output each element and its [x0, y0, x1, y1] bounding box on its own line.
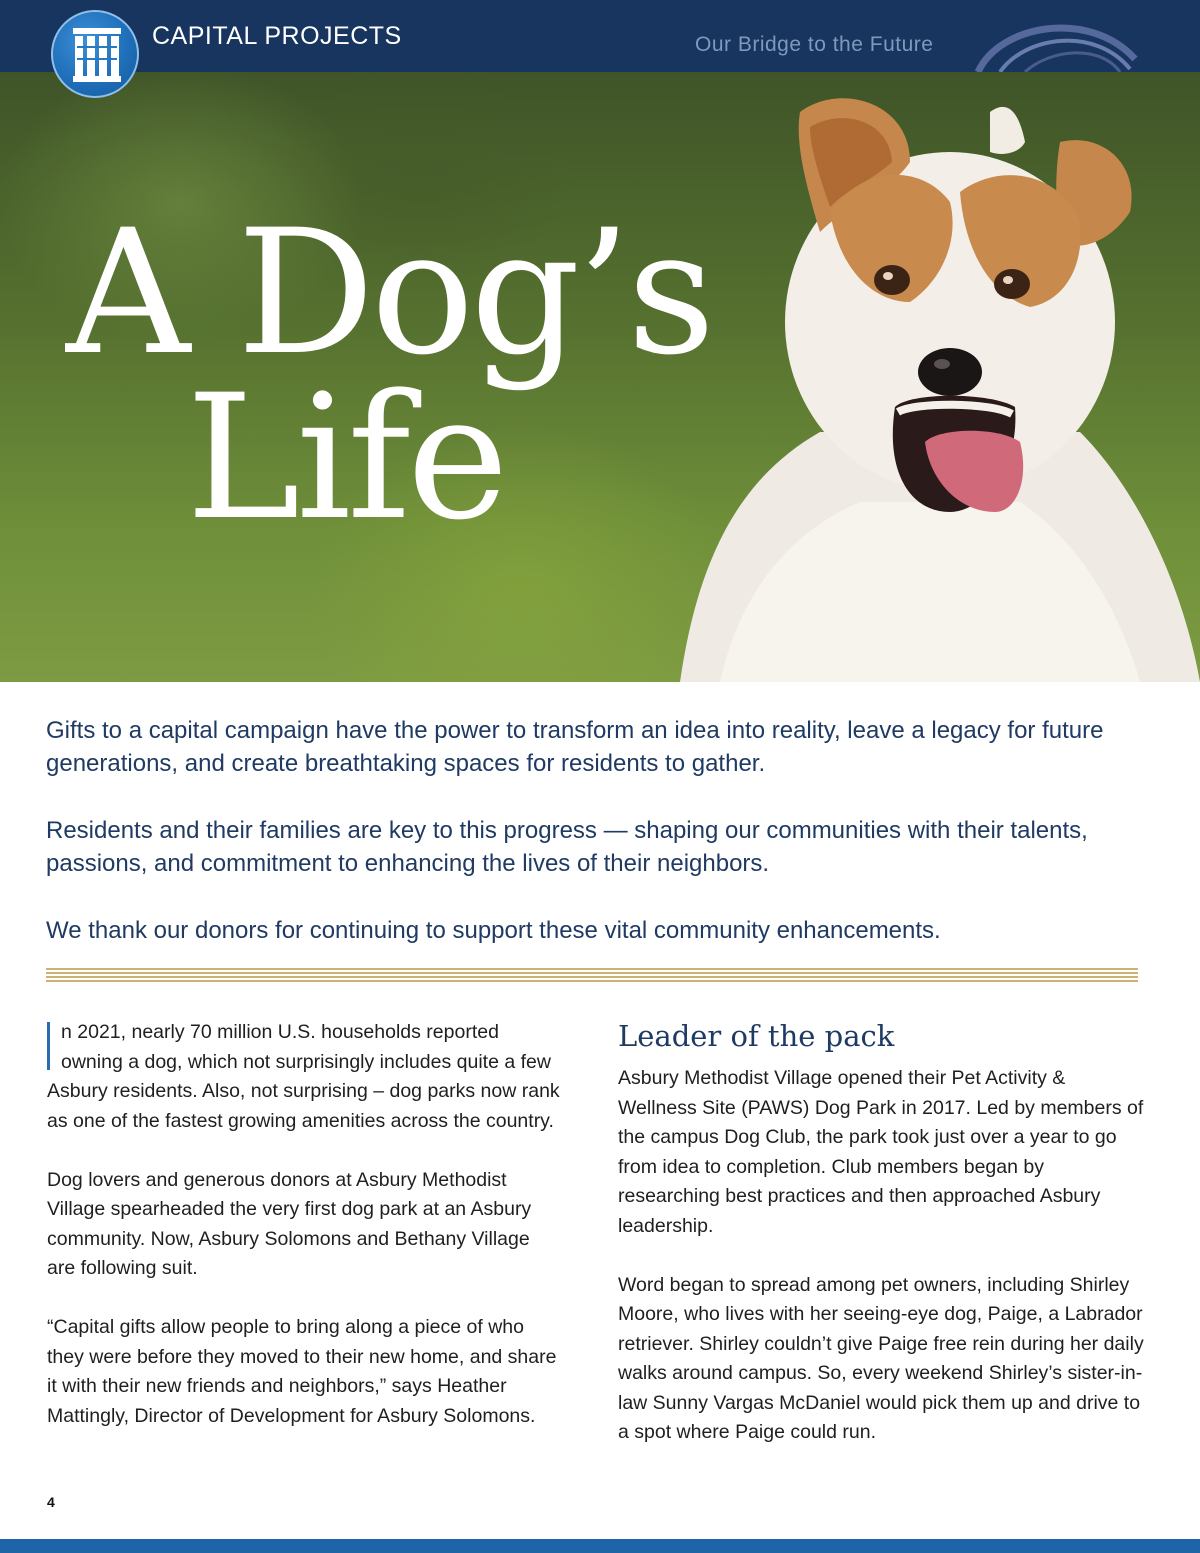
tagline: Our Bridge to the Future: [695, 33, 934, 56]
intro-paragraph: Gifts to a capital campaign have the power to transform an idea into reality, leave a legacy for future generations, and create breathtaking spaces for residents to gather.: [46, 717, 1104, 777]
article-paragraph: “Capital gifts allow people to bring along a piece of who they were before they moved to their new home, and share it with their new friends and neighbors,” says Heather Mattingly, Director of Development for Asbury Solomons.: [47, 1316, 557, 1427]
building-columns-icon: [51, 10, 139, 98]
header-bar: [0, 0, 1200, 72]
right-column: [618, 1018, 1148, 1477]
footer-bar: [0, 1539, 1200, 1553]
hero-title-line1: A Dog’s: [66, 192, 712, 393]
hero-title-line2: Life: [186, 357, 505, 558]
article-paragraph: Asbury Methodist Village opened their Pet Activity & Wellness Site (PAWS) Dog Park in 2017. Led by members of the campus Dog Club, the park took just over a year to go from idea to completion. Club members began by researching best practices and then approached Asbury leadership.: [618, 1067, 1144, 1237]
article-paragraph: [47, 1018, 562, 1136]
intro-paragraph: We thank our donors for continuing to support these vital community enhancements.: [46, 917, 941, 944]
article-text: n 2021, nearly 70 million U.S. households reported owning a dog, which not surprisingly includes quite a few Asbury residents. Also, not surprising – dog parks now rank as one of the fastest growing amenities across the country.: [47, 1021, 560, 1132]
article-paragraph: Dog lovers and generous donors at Asbury Methodist Village spearheaded the very first dog park at an Asbury community. Now, Asbury Solomons and Bethany Village are following suit.: [47, 1168, 532, 1279]
dropcap-marker: [47, 1022, 61, 1070]
dropcap-letter: [61, 1018, 62, 1019]
gold-divider: [46, 968, 1138, 988]
article-paragraph: Word began to spread among pet owners, including Shirley Moore, who lives with her seeing-eye dog, Paige, a Labrador retriever. Shirley couldn’t give Paige free rein during her daily walks around campus. So, every weekend Shirley’s sister-in-law Sunny Vargas McDaniel would pick them up and drive to a spot where Paige could run.: [618, 1273, 1144, 1443]
section-title: CAPITAL PROJECTS: [152, 22, 402, 50]
swoosh-logo-icon: [970, 14, 1140, 72]
section-heading: Leader of the pack: [618, 1019, 895, 1053]
page-number: 4: [47, 1494, 55, 1510]
left-column: [47, 1018, 562, 1461]
dog-photo: [660, 72, 1200, 682]
intro-paragraph: Residents and their families are key to this progress — shaping our communities with their talents, passions, and commitment to enhancing the lives of their neighbors.: [46, 817, 1088, 877]
hero-image: [0, 72, 1200, 682]
